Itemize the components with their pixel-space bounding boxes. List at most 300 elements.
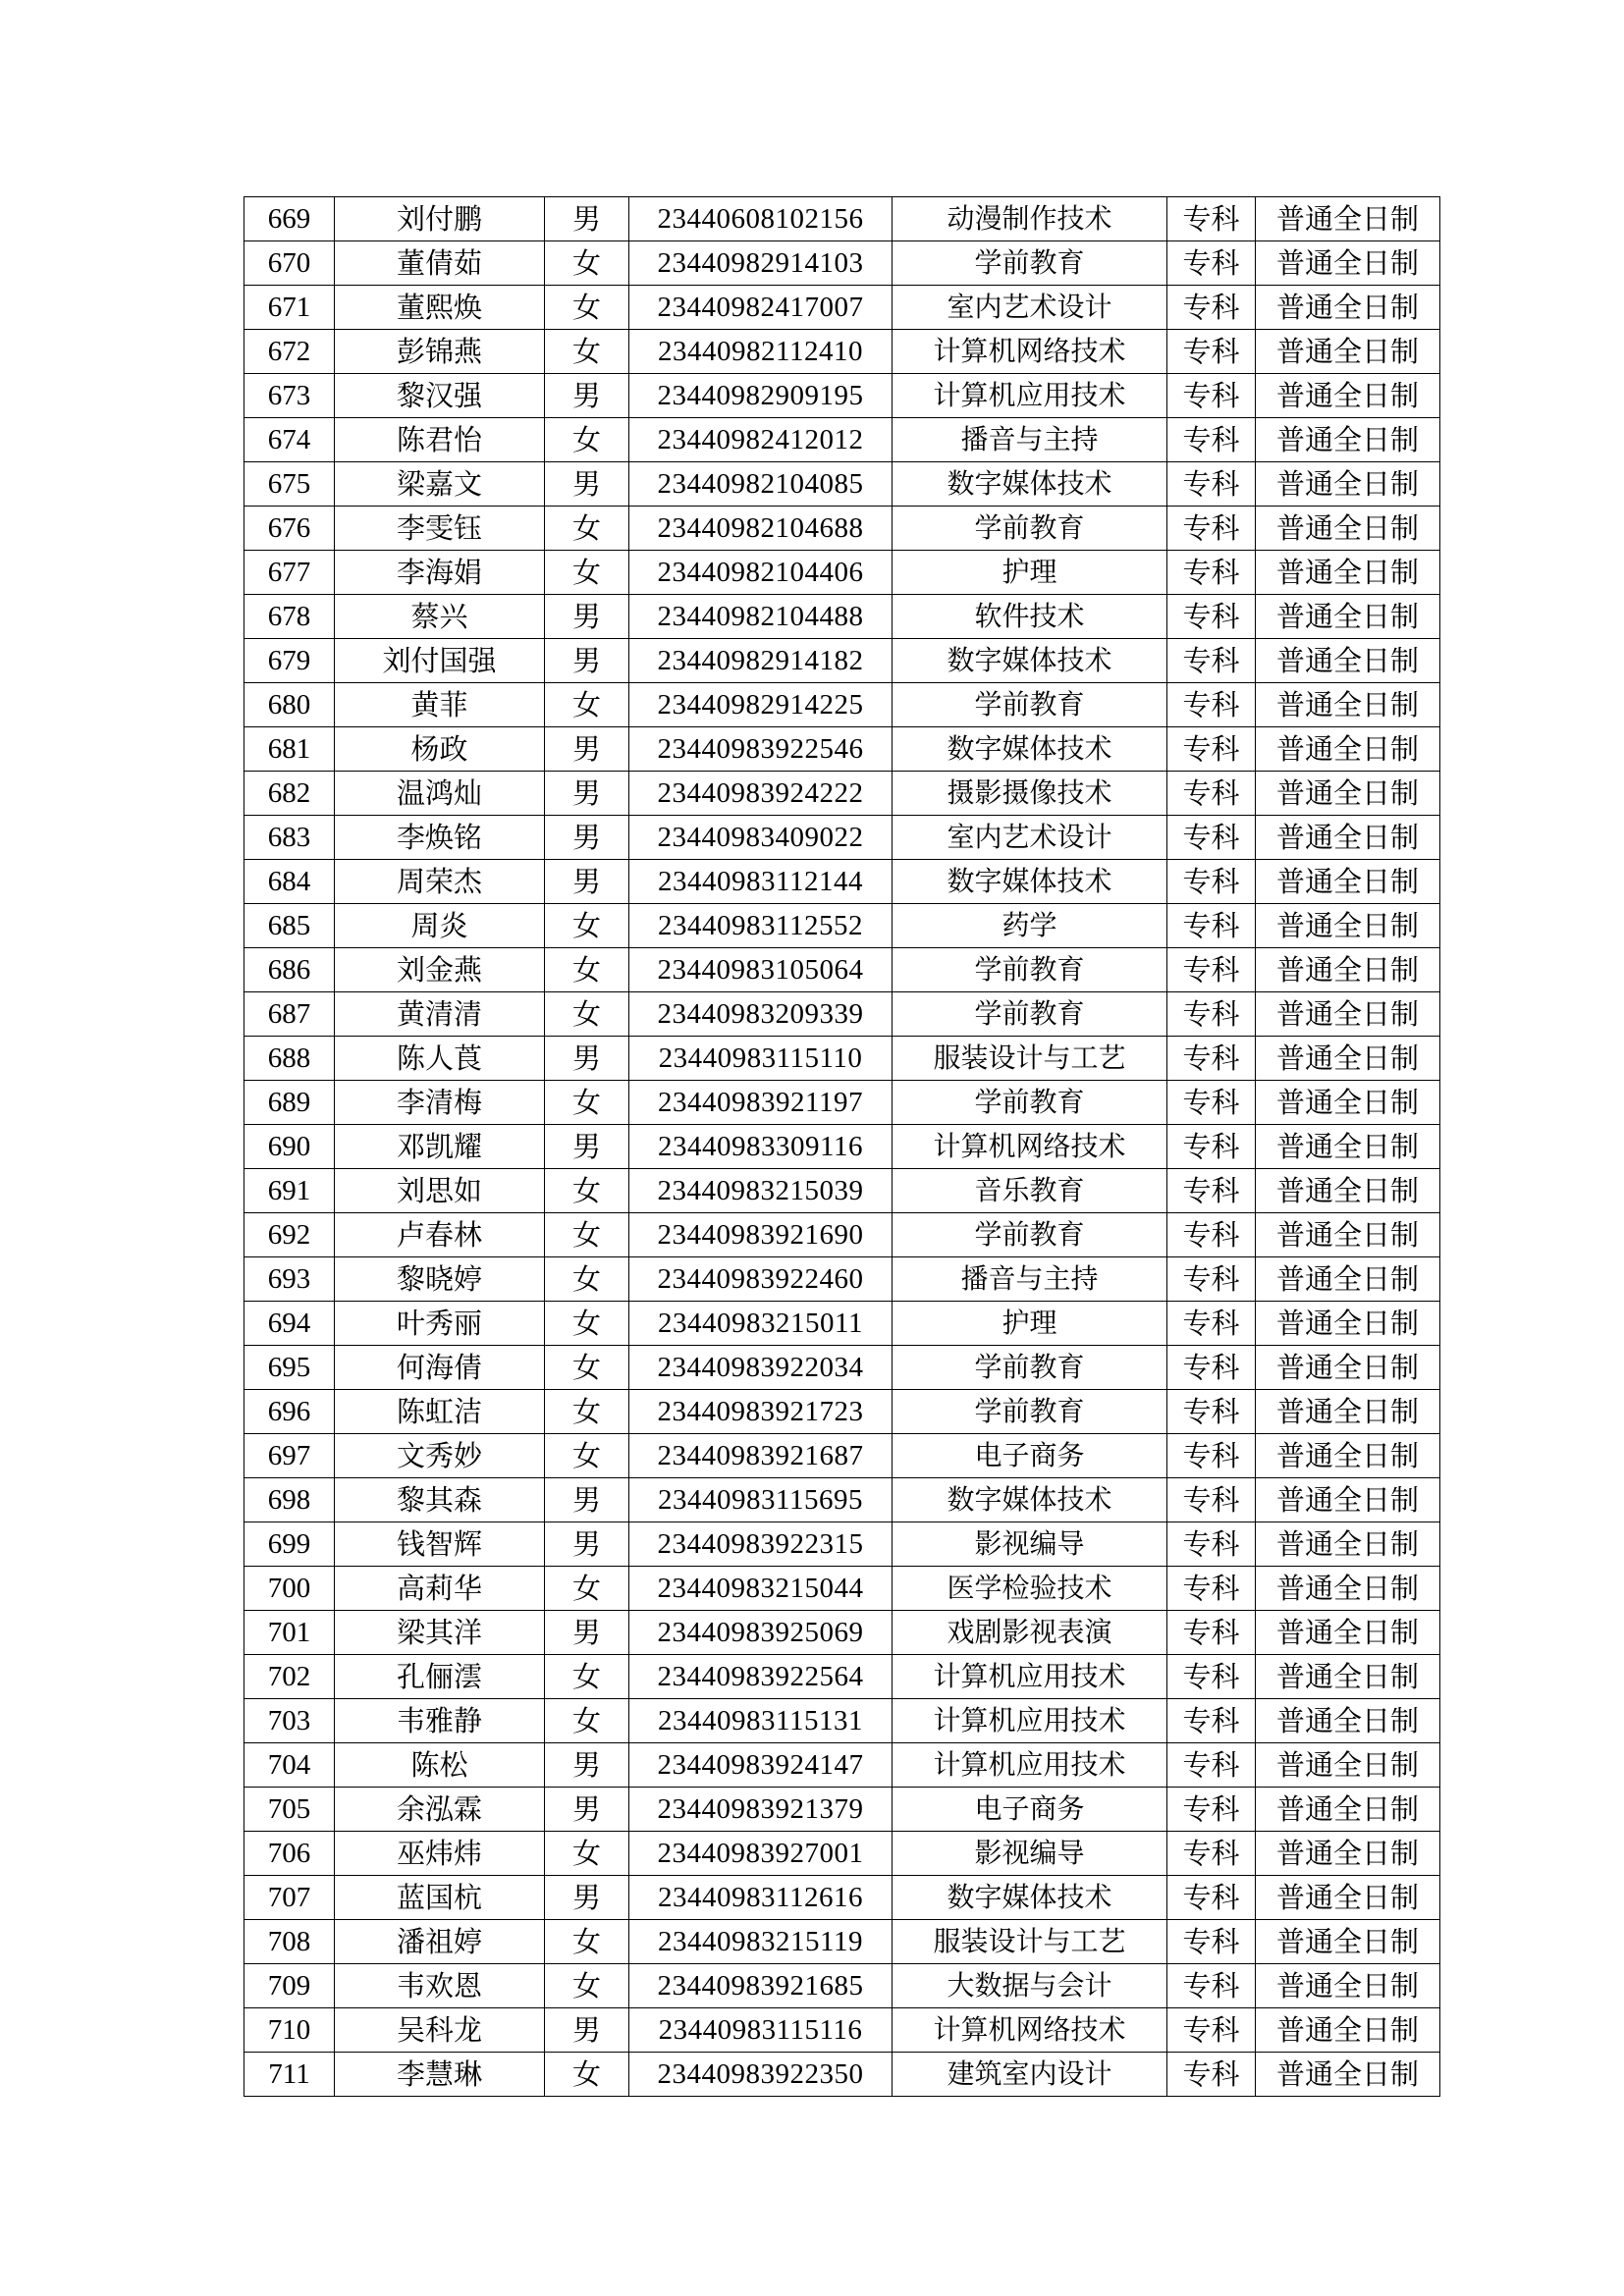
cell-major: 数字媒体技术 [893, 1478, 1167, 1522]
cell-exam-id: 23440982914103 [629, 241, 893, 286]
cell-major: 动漫制作技术 [893, 197, 1167, 241]
cell-number: 669 [244, 197, 335, 241]
cell-exam-id: 23440983921197 [629, 1081, 893, 1125]
cell-level: 专科 [1167, 507, 1256, 551]
table-row [244, 507, 1440, 551]
cell-gender: 男 [545, 2008, 629, 2053]
table-row [244, 197, 1440, 241]
cell-level: 专科 [1167, 418, 1256, 462]
cell-name: 杨政 [335, 727, 545, 772]
table-row [244, 948, 1440, 992]
cell-study-mode: 普通全日制 [1256, 727, 1440, 772]
cell-number: 679 [244, 639, 335, 683]
cell-level: 专科 [1167, 1302, 1256, 1346]
cell-level: 专科 [1167, 1876, 1256, 1920]
cell-name: 黎晓婷 [335, 1257, 545, 1302]
cell-number: 688 [244, 1037, 335, 1081]
cell-exam-id: 23440983922564 [629, 1655, 893, 1699]
cell-name: 何海倩 [335, 1346, 545, 1390]
cell-study-mode: 普通全日制 [1256, 1788, 1440, 1832]
cell-name: 陈虹洁 [335, 1390, 545, 1434]
cell-level: 专科 [1167, 1788, 1256, 1832]
cell-level: 专科 [1167, 1832, 1256, 1876]
cell-major: 计算机应用技术 [893, 1699, 1167, 1743]
cell-major: 室内艺术设计 [893, 286, 1167, 330]
cell-exam-id: 23440982104085 [629, 462, 893, 507]
cell-level: 专科 [1167, 1699, 1256, 1743]
cell-level: 专科 [1167, 1037, 1256, 1081]
cell-name: 黄菲 [335, 683, 545, 727]
cell-level: 专科 [1167, 1213, 1256, 1257]
cell-study-mode: 普通全日制 [1256, 816, 1440, 860]
cell-level: 专科 [1167, 286, 1256, 330]
table-row [244, 1743, 1440, 1788]
cell-number: 680 [244, 683, 335, 727]
cell-major: 计算机应用技术 [893, 1743, 1167, 1788]
cell-exam-id: 23440982417007 [629, 286, 893, 330]
cell-gender: 女 [545, 418, 629, 462]
cell-level: 专科 [1167, 772, 1256, 816]
cell-gender: 男 [545, 860, 629, 904]
table-row [244, 683, 1440, 727]
cell-number: 670 [244, 241, 335, 286]
cell-exam-id: 23440983215044 [629, 1567, 893, 1611]
cell-level: 专科 [1167, 551, 1256, 595]
cell-study-mode: 普通全日制 [1256, 772, 1440, 816]
cell-major: 数字媒体技术 [893, 1876, 1167, 1920]
cell-number: 689 [244, 1081, 335, 1125]
cell-exam-id: 23440983922546 [629, 727, 893, 772]
table-row [244, 904, 1440, 948]
cell-major: 学前教育 [893, 241, 1167, 286]
roster-body [244, 197, 1440, 2097]
table-row [244, 1655, 1440, 1699]
cell-exam-id: 23440983927001 [629, 1832, 893, 1876]
cell-level: 专科 [1167, 816, 1256, 860]
cell-gender: 女 [545, 683, 629, 727]
cell-study-mode: 普通全日制 [1256, 551, 1440, 595]
cell-number: 677 [244, 551, 335, 595]
cell-exam-id: 23440983309116 [629, 1125, 893, 1169]
cell-study-mode: 普通全日制 [1256, 197, 1440, 241]
cell-level: 专科 [1167, 1655, 1256, 1699]
cell-name: 黎汉强 [335, 374, 545, 418]
cell-study-mode: 普通全日制 [1256, 595, 1440, 639]
cell-level: 专科 [1167, 1257, 1256, 1302]
table-row [244, 772, 1440, 816]
cell-name: 陈人莨 [335, 1037, 545, 1081]
table-row [244, 418, 1440, 462]
cell-level: 专科 [1167, 860, 1256, 904]
cell-exam-id: 23440982914225 [629, 683, 893, 727]
cell-level: 专科 [1167, 727, 1256, 772]
cell-number: 683 [244, 816, 335, 860]
cell-number: 700 [244, 1567, 335, 1611]
table-row [244, 1125, 1440, 1169]
cell-major: 数字媒体技术 [893, 462, 1167, 507]
cell-name: 董熙焕 [335, 286, 545, 330]
cell-number: 697 [244, 1434, 335, 1478]
cell-number: 705 [244, 1788, 335, 1832]
table-row [244, 860, 1440, 904]
cell-exam-id: 23440983922350 [629, 2053, 893, 2097]
cell-exam-id: 23440983105064 [629, 948, 893, 992]
cell-number: 701 [244, 1611, 335, 1655]
cell-exam-id: 23440983215119 [629, 1920, 893, 1964]
cell-gender: 女 [545, 904, 629, 948]
cell-study-mode: 普通全日制 [1256, 860, 1440, 904]
cell-level: 专科 [1167, 330, 1256, 374]
cell-major: 计算机网络技术 [893, 1125, 1167, 1169]
cell-number: 673 [244, 374, 335, 418]
cell-major: 学前教育 [893, 1346, 1167, 1390]
cell-level: 专科 [1167, 462, 1256, 507]
cell-level: 专科 [1167, 1346, 1256, 1390]
cell-study-mode: 普通全日制 [1256, 1434, 1440, 1478]
cell-gender: 女 [545, 1920, 629, 1964]
student-roster-table [244, 196, 1440, 2097]
cell-level: 专科 [1167, 1611, 1256, 1655]
cell-number: 696 [244, 1390, 335, 1434]
cell-level: 专科 [1167, 639, 1256, 683]
table-row [244, 462, 1440, 507]
cell-number: 676 [244, 507, 335, 551]
cell-gender: 女 [545, 1390, 629, 1434]
cell-exam-id: 23440983115116 [629, 2008, 893, 2053]
cell-study-mode: 普通全日制 [1256, 241, 1440, 286]
cell-major: 药学 [893, 904, 1167, 948]
cell-study-mode: 普通全日制 [1256, 1567, 1440, 1611]
table-row [244, 1699, 1440, 1743]
cell-exam-id: 23440982909195 [629, 374, 893, 418]
cell-major: 播音与主持 [893, 1257, 1167, 1302]
cell-name: 梁其洋 [335, 1611, 545, 1655]
cell-level: 专科 [1167, 1169, 1256, 1213]
table-row [244, 241, 1440, 286]
cell-gender: 男 [545, 1037, 629, 1081]
cell-level: 专科 [1167, 1964, 1256, 2008]
cell-level: 专科 [1167, 2008, 1256, 2053]
cell-study-mode: 普通全日制 [1256, 1125, 1440, 1169]
table-row [244, 1567, 1440, 1611]
cell-study-mode: 普通全日制 [1256, 1478, 1440, 1522]
cell-name: 温鸿灿 [335, 772, 545, 816]
cell-major: 学前教育 [893, 683, 1167, 727]
cell-exam-id: 23440608102156 [629, 197, 893, 241]
cell-name: 周炎 [335, 904, 545, 948]
cell-gender: 女 [545, 948, 629, 992]
cell-study-mode: 普通全日制 [1256, 418, 1440, 462]
cell-name: 陈君怡 [335, 418, 545, 462]
cell-name: 高莉华 [335, 1567, 545, 1611]
cell-gender: 男 [545, 1522, 629, 1567]
cell-name: 李雯钰 [335, 507, 545, 551]
table-row [244, 1964, 1440, 2008]
cell-gender: 女 [545, 241, 629, 286]
table-row [244, 1037, 1440, 1081]
cell-study-mode: 普通全日制 [1256, 1257, 1440, 1302]
cell-name: 刘付鹏 [335, 197, 545, 241]
cell-exam-id: 23440983112552 [629, 904, 893, 948]
cell-gender: 女 [545, 286, 629, 330]
table-row [244, 1434, 1440, 1478]
cell-major: 室内艺术设计 [893, 816, 1167, 860]
cell-exam-id: 23440983115131 [629, 1699, 893, 1743]
cell-name: 李海娟 [335, 551, 545, 595]
cell-number: 710 [244, 2008, 335, 2053]
cell-name: 陈松 [335, 1743, 545, 1788]
cell-number: 704 [244, 1743, 335, 1788]
cell-name: 余泓霖 [335, 1788, 545, 1832]
cell-name: 巫炜炜 [335, 1832, 545, 1876]
table-row [244, 1346, 1440, 1390]
cell-major: 护理 [893, 1302, 1167, 1346]
cell-name: 叶秀丽 [335, 1302, 545, 1346]
table-row [244, 992, 1440, 1037]
cell-number: 678 [244, 595, 335, 639]
cell-gender: 女 [545, 507, 629, 551]
cell-study-mode: 普通全日制 [1256, 1876, 1440, 1920]
cell-major: 学前教育 [893, 507, 1167, 551]
cell-level: 专科 [1167, 1125, 1256, 1169]
cell-study-mode: 普通全日制 [1256, 1611, 1440, 1655]
cell-study-mode: 普通全日制 [1256, 904, 1440, 948]
cell-exam-id: 23440983922460 [629, 1257, 893, 1302]
cell-number: 693 [244, 1257, 335, 1302]
cell-gender: 女 [545, 1169, 629, 1213]
cell-level: 专科 [1167, 948, 1256, 992]
cell-gender: 女 [545, 992, 629, 1037]
table-row [244, 330, 1440, 374]
cell-major: 影视编导 [893, 1522, 1167, 1567]
cell-major: 服装设计与工艺 [893, 1037, 1167, 1081]
cell-exam-id: 23440983922034 [629, 1346, 893, 1390]
cell-major: 计算机应用技术 [893, 1655, 1167, 1699]
cell-major: 大数据与会计 [893, 1964, 1167, 2008]
cell-major: 护理 [893, 551, 1167, 595]
cell-number: 706 [244, 1832, 335, 1876]
cell-study-mode: 普通全日制 [1256, 1920, 1440, 1964]
table-row [244, 2008, 1440, 2053]
cell-level: 专科 [1167, 1081, 1256, 1125]
cell-exam-id: 23440982914182 [629, 639, 893, 683]
cell-major: 学前教育 [893, 1213, 1167, 1257]
cell-study-mode: 普通全日制 [1256, 1037, 1440, 1081]
cell-exam-id: 23440982104688 [629, 507, 893, 551]
table-row [244, 727, 1440, 772]
cell-name: 吴科龙 [335, 2008, 545, 2053]
cell-name: 彭锦燕 [335, 330, 545, 374]
cell-number: 671 [244, 286, 335, 330]
cell-gender: 男 [545, 595, 629, 639]
table-row [244, 286, 1440, 330]
cell-study-mode: 普通全日制 [1256, 639, 1440, 683]
cell-gender: 女 [545, 1655, 629, 1699]
cell-gender: 女 [545, 1346, 629, 1390]
cell-number: 692 [244, 1213, 335, 1257]
cell-exam-id: 23440983112144 [629, 860, 893, 904]
cell-major: 学前教育 [893, 948, 1167, 992]
cell-name: 刘思如 [335, 1169, 545, 1213]
cell-name: 潘祖婷 [335, 1920, 545, 1964]
cell-major: 数字媒体技术 [893, 639, 1167, 683]
cell-exam-id: 23440983112616 [629, 1876, 893, 1920]
cell-name: 文秀妙 [335, 1434, 545, 1478]
cell-number: 698 [244, 1478, 335, 1522]
cell-name: 梁嘉文 [335, 462, 545, 507]
cell-exam-id: 23440982412012 [629, 418, 893, 462]
cell-study-mode: 普通全日制 [1256, 374, 1440, 418]
cell-name: 刘付国强 [335, 639, 545, 683]
cell-major: 数字媒体技术 [893, 860, 1167, 904]
cell-level: 专科 [1167, 992, 1256, 1037]
cell-gender: 男 [545, 1611, 629, 1655]
cell-name: 韦雅静 [335, 1699, 545, 1743]
cell-name: 周荣杰 [335, 860, 545, 904]
cell-gender: 男 [545, 1743, 629, 1788]
cell-exam-id: 23440983921690 [629, 1213, 893, 1257]
cell-name: 韦欢恩 [335, 1964, 545, 2008]
cell-major: 学前教育 [893, 1081, 1167, 1125]
cell-gender: 男 [545, 1876, 629, 1920]
cell-study-mode: 普通全日制 [1256, 2053, 1440, 2097]
cell-level: 专科 [1167, 197, 1256, 241]
cell-major: 服装设计与工艺 [893, 1920, 1167, 1964]
cell-study-mode: 普通全日制 [1256, 1832, 1440, 1876]
cell-level: 专科 [1167, 683, 1256, 727]
cell-major: 播音与主持 [893, 418, 1167, 462]
table-row [244, 1257, 1440, 1302]
cell-study-mode: 普通全日制 [1256, 683, 1440, 727]
cell-number: 703 [244, 1699, 335, 1743]
table-row [244, 1302, 1440, 1346]
cell-major: 摄影摄像技术 [893, 772, 1167, 816]
cell-level: 专科 [1167, 1920, 1256, 1964]
cell-gender: 男 [545, 1788, 629, 1832]
cell-gender: 女 [545, 1964, 629, 2008]
cell-level: 专科 [1167, 1522, 1256, 1567]
table-row [244, 1169, 1440, 1213]
table-row [244, 1081, 1440, 1125]
table-row [244, 551, 1440, 595]
cell-name: 邓凯耀 [335, 1125, 545, 1169]
cell-number: 684 [244, 860, 335, 904]
table-row [244, 1920, 1440, 1964]
cell-major: 音乐教育 [893, 1169, 1167, 1213]
table-row [244, 1390, 1440, 1434]
cell-exam-id: 23440983921379 [629, 1788, 893, 1832]
cell-number: 699 [244, 1522, 335, 1567]
cell-study-mode: 普通全日制 [1256, 1169, 1440, 1213]
cell-study-mode: 普通全日制 [1256, 1390, 1440, 1434]
cell-exam-id: 23440982104406 [629, 551, 893, 595]
cell-exam-id: 23440983409022 [629, 816, 893, 860]
cell-study-mode: 普通全日制 [1256, 507, 1440, 551]
cell-level: 专科 [1167, 1743, 1256, 1788]
cell-gender: 男 [545, 772, 629, 816]
table-row [244, 2053, 1440, 2097]
table-row [244, 1213, 1440, 1257]
table-row [244, 1611, 1440, 1655]
cell-gender: 男 [545, 1125, 629, 1169]
cell-exam-id: 23440983925069 [629, 1611, 893, 1655]
cell-gender: 女 [545, 2053, 629, 2097]
cell-exam-id: 23440982104488 [629, 595, 893, 639]
cell-name: 蓝国杭 [335, 1876, 545, 1920]
cell-gender: 女 [545, 1081, 629, 1125]
cell-gender: 女 [545, 551, 629, 595]
cell-level: 专科 [1167, 595, 1256, 639]
cell-study-mode: 普通全日制 [1256, 1213, 1440, 1257]
cell-major: 影视编导 [893, 1832, 1167, 1876]
cell-major: 医学检验技术 [893, 1567, 1167, 1611]
cell-exam-id: 23440983209339 [629, 992, 893, 1037]
cell-level: 专科 [1167, 374, 1256, 418]
cell-study-mode: 普通全日制 [1256, 1964, 1440, 2008]
cell-level: 专科 [1167, 2053, 1256, 2097]
cell-name: 李焕铭 [335, 816, 545, 860]
cell-number: 685 [244, 904, 335, 948]
table-row [244, 1876, 1440, 1920]
cell-number: 707 [244, 1876, 335, 1920]
cell-level: 专科 [1167, 241, 1256, 286]
cell-major: 计算机应用技术 [893, 374, 1167, 418]
cell-study-mode: 普通全日制 [1256, 1081, 1440, 1125]
cell-study-mode: 普通全日制 [1256, 330, 1440, 374]
cell-number: 702 [244, 1655, 335, 1699]
cell-number: 711 [244, 2053, 335, 2097]
cell-level: 专科 [1167, 1434, 1256, 1478]
cell-number: 694 [244, 1302, 335, 1346]
cell-gender: 女 [545, 1434, 629, 1478]
cell-exam-id: 23440983115695 [629, 1478, 893, 1522]
cell-gender: 男 [545, 1478, 629, 1522]
cell-major: 戏剧影视表演 [893, 1611, 1167, 1655]
cell-study-mode: 普通全日制 [1256, 1346, 1440, 1390]
cell-major: 学前教育 [893, 992, 1167, 1037]
cell-exam-id: 23440983215011 [629, 1302, 893, 1346]
cell-major: 学前教育 [893, 1390, 1167, 1434]
cell-major: 建筑室内设计 [893, 2053, 1167, 2097]
cell-exam-id: 23440983924222 [629, 772, 893, 816]
cell-study-mode: 普通全日制 [1256, 286, 1440, 330]
cell-name: 卢春林 [335, 1213, 545, 1257]
cell-gender: 男 [545, 374, 629, 418]
cell-study-mode: 普通全日制 [1256, 2008, 1440, 2053]
cell-number: 708 [244, 1920, 335, 1964]
table-row [244, 816, 1440, 860]
cell-exam-id: 23440982112410 [629, 330, 893, 374]
cell-level: 专科 [1167, 904, 1256, 948]
cell-gender: 男 [545, 816, 629, 860]
cell-gender: 女 [545, 1832, 629, 1876]
cell-gender: 女 [545, 330, 629, 374]
cell-exam-id: 23440983115110 [629, 1037, 893, 1081]
cell-number: 681 [244, 727, 335, 772]
cell-gender: 女 [545, 1302, 629, 1346]
table-row [244, 1478, 1440, 1522]
cell-exam-id: 23440983921685 [629, 1964, 893, 2008]
cell-major: 软件技术 [893, 595, 1167, 639]
cell-study-mode: 普通全日制 [1256, 1699, 1440, 1743]
cell-gender: 女 [545, 1213, 629, 1257]
cell-name: 黎其森 [335, 1478, 545, 1522]
cell-gender: 女 [545, 1699, 629, 1743]
table-row [244, 639, 1440, 683]
cell-major: 电子商务 [893, 1434, 1167, 1478]
table-row [244, 374, 1440, 418]
cell-name: 李慧琳 [335, 2053, 545, 2097]
